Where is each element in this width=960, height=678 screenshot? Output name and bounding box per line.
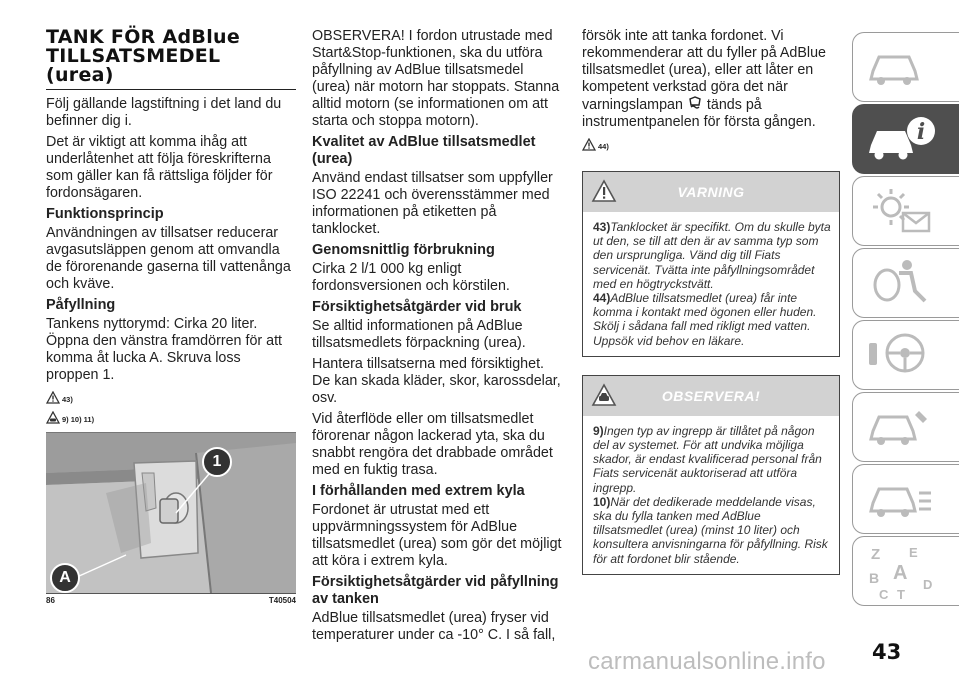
warning-box-body xyxy=(583,212,839,356)
callout-1-label: 1 xyxy=(212,453,222,470)
callout-a-label: A xyxy=(59,569,71,586)
tab-maintenance[interactable] xyxy=(852,464,959,534)
note-box xyxy=(582,375,840,575)
callout-a xyxy=(50,563,80,593)
heading-precautions-refill: Försiktighetsåtgärder vid påfyllning av tanken xyxy=(312,574,559,607)
watermark: carmanualsonline.info xyxy=(588,648,826,675)
paragraph-warning-lamp-part2: tänds på instrumentpanelen för första gången. xyxy=(582,97,816,130)
figure-adblue-cap xyxy=(46,432,296,593)
index-letter-d: D xyxy=(923,577,933,592)
figure-code: T40504 xyxy=(268,596,296,605)
page-number: 43 xyxy=(872,640,902,664)
note-item-10-text: När det dedikerade meddelande visas, ska du fylla tanken med AdBlue tillsatsmedlet (urea) (minst 10 liter) och konsultera anvisningarna för påfyllning. Risk för att fordonet blir stående. xyxy=(593,494,828,566)
paragraph-start-stop: OBSERVERA! I fordon utrustade med Start&Stop-funktionen, ska du utföra påfyllning av AdBlue tillsatsmedel (urea) när motorn har stoppats. Stanna alltid motorn (se informationen om att starta och stoppa motorn). xyxy=(312,28,560,129)
warning-reference-number: 43) xyxy=(62,395,73,404)
car-info-icon xyxy=(867,113,937,165)
heading-consumption: Genomsnittlig förbrukning xyxy=(312,242,495,258)
figure-caption xyxy=(46,593,296,605)
chapter-tabs xyxy=(852,32,958,612)
warning-reference xyxy=(46,388,296,404)
paragraph-freezing: AdBlue tillsatsmedlet (urea) fryser vid temperaturer under ca -10° C. I så fall, xyxy=(312,610,556,643)
note-item-9-number: 9) xyxy=(593,423,604,438)
paragraph-quality: Använd endast tillsatser som uppfyller ISO 22241 och överensstämmer med informationen på etiketten på tanklocket. xyxy=(312,170,553,237)
warning-box-header xyxy=(583,172,839,212)
paragraph-refill: Tankens nyttorymd: Cirka 20 liter. Öppna den vänstra framdörren för att komma åt lucka A. Skruva loss proppen 1. xyxy=(46,316,283,383)
heading-precautions-use: Försiktighetsåtgärder vid bruk xyxy=(312,299,522,315)
note-box-header xyxy=(583,376,839,416)
paragraph-legislation: Följ gällande lagstiftning i det land du befinner dig i. xyxy=(46,96,282,129)
tab-emergency[interactable] xyxy=(852,392,959,462)
tab-warning-lights[interactable] xyxy=(852,176,959,246)
note-item-10-number: 10) xyxy=(593,494,611,509)
index-letter-z: Z xyxy=(871,546,881,563)
svg-text:i: i xyxy=(916,119,926,145)
note-item-10 xyxy=(593,495,831,566)
column-1 xyxy=(46,28,296,605)
note-item-9-text: Ingen typ av ingrepp är tillåtet på någon del av systemet. För att undvika möjliga skador, är endast kvalificerad personal från Fiats servicenät auktoriserad att utföra ingrepp. xyxy=(593,423,822,495)
title-line-1: TANK FÖR AdBlue xyxy=(46,26,241,48)
warning-reference-number: 44) xyxy=(598,142,609,151)
heading-extreme-cold: I förhållanden med extrem kyla xyxy=(312,483,525,499)
heading-quality: Kvalitet av AdBlue tillsatsmedlet (urea) xyxy=(312,134,536,167)
title-line-3: (urea) xyxy=(46,64,114,86)
paragraph-warning-lamp-part1: försök inte att tanka fordonet. Vi rekommenderar att du fyller på AdBlue tillsatsmedlet (urea), eller att låter en kompetent verkstad göra det när varningslampan xyxy=(582,28,826,113)
paragraph-warning-lamp xyxy=(582,28,840,131)
paragraph-legal-consequences: Det är viktigt att komma ihåg att underlåtenhet att följa föreskrifterna som gäller kan få rättsliga följder för fordonsägaren. xyxy=(46,134,273,201)
title-line-2: TILLSATSMEDEL xyxy=(46,45,221,67)
index-letter-b: B xyxy=(869,570,880,586)
warning-item-44-number: 44) xyxy=(593,291,611,306)
index-letter-c: C xyxy=(879,587,889,601)
tab-car-outline[interactable] xyxy=(852,32,959,102)
heading-function: Funktionsprincip xyxy=(46,206,164,222)
warning-light-icon xyxy=(867,185,937,237)
warning-box xyxy=(582,171,840,357)
warning-item-44 xyxy=(593,291,831,348)
warning-item-44-text: AdBlue tillsatsmedlet (urea) får inte komma i kontakt med ögonen eller huden. Skölj i sådana fall med rikligt med vatten. Uppsök vid behov en läkare. xyxy=(593,291,817,348)
index-letters-icon xyxy=(867,545,947,601)
note-reference-numbers: 9) 10) 11) xyxy=(62,415,95,424)
warning-triangle-icon xyxy=(591,179,617,203)
section-title xyxy=(46,28,296,90)
paragraph-cleaning: Vid återflöde eller om tillsatsmedlet förorenar någon lackerad yta, ska du snabbt rengöra det drabbade området med en fuktig trasa. xyxy=(312,411,553,478)
tab-safety[interactable] xyxy=(852,248,959,318)
airbag-icon xyxy=(867,257,937,309)
column-3 xyxy=(582,28,840,575)
paragraph-handling: Hantera tillsatserna med försiktighet. De kan skada kläder, skor, karossdelar, osv. xyxy=(312,356,561,406)
paragraph-function: Användningen av tillsatser reducerar avgasutsläppen genom att omvandla de förorenande gaserna till vattenånga och kväve. xyxy=(46,225,291,292)
figure-number: 86 xyxy=(46,596,55,605)
index-letter-a: A xyxy=(893,562,908,584)
note-item-9 xyxy=(593,424,831,495)
warning-triangle-icon xyxy=(46,391,60,404)
warning-box-title: VARNING xyxy=(677,184,745,200)
warning-reference-44 xyxy=(582,135,840,151)
index-letter-e: E xyxy=(909,545,918,560)
note-car-icon xyxy=(46,411,60,424)
column-2 xyxy=(312,28,564,648)
adblue-warning-lamp-icon xyxy=(687,96,703,110)
paragraph-packaging: Se alltid informationen på AdBlue tillsatsmedlets förpackning (urea). xyxy=(312,318,526,351)
index-letter-t: T xyxy=(897,587,905,601)
tab-car-info[interactable] xyxy=(852,104,959,174)
note-reference xyxy=(46,408,296,424)
note-box-title: OBSERVERA! xyxy=(661,387,761,404)
note-box-body xyxy=(583,416,839,574)
warning-item-43-number: 43) xyxy=(593,220,611,234)
steering-wheel-icon xyxy=(867,329,937,381)
adblue-cap-illustration xyxy=(46,433,296,593)
warning-triangle-icon xyxy=(582,138,596,151)
note-car-icon xyxy=(591,383,617,407)
tab-index[interactable] xyxy=(852,536,959,606)
heading-refill: Påfyllning xyxy=(46,297,116,313)
paragraph-heating: Fordonet är utrustat med ett uppvärmningssystem för AdBlue tillsatsmedlet (urea) som gör det möjligt att köra i extrem kyla. xyxy=(312,502,562,569)
paragraph-consumption: Cirka 2 l/1 000 kg enligt fordonsversionen och körstilen. xyxy=(312,261,510,294)
warning-item-43-text: Tanklocket är specifikt. Om du skulle byta ut den, se till att den är av samma typ som den ursprungliga. Vänd dig till Fiats servicenät. Tvätta inte påfyllningsområdet med en högtryckstvätt. xyxy=(593,220,831,291)
car-spec-icon xyxy=(867,473,937,525)
callout-1 xyxy=(202,447,232,477)
car-outline-icon xyxy=(867,41,927,91)
warning-item-43 xyxy=(593,220,831,291)
car-repair-icon xyxy=(867,401,937,453)
tab-driving[interactable] xyxy=(852,320,959,390)
